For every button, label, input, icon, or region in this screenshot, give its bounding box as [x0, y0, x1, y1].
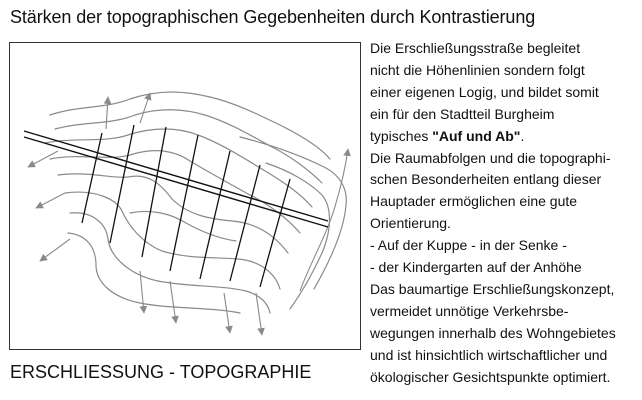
description-line: nicht die Höhenlinien sondern folgt [370, 61, 585, 78]
description-line: ein für den Stadtteil Burgheim [370, 105, 555, 122]
emphasis-prefix: typisches [370, 127, 433, 144]
arrow [106, 97, 108, 129]
arrow [140, 93, 150, 123]
arrow [170, 281, 176, 323]
description-line: Die Raumabfolgen und die topographi- [370, 149, 611, 166]
contour-line [58, 174, 288, 253]
road-edge [24, 131, 328, 221]
arrow [40, 239, 70, 261]
arrow [36, 193, 65, 208]
side-street [82, 133, 102, 223]
arrow [224, 293, 230, 333]
diagram-caption: ERSCHLIESSUNG - TOPOGRAPHIE [10, 362, 312, 382]
side-street [170, 135, 198, 271]
description-line: ökologischer Gesichtspunkte optimiert. [370, 368, 611, 385]
side-street [142, 127, 166, 257]
topography-diagram [9, 42, 361, 350]
description-line: vermeidet unnötige Verkehrsbe- [370, 302, 569, 319]
description-line: wegungen innerhalb des Wohngebietes [370, 324, 616, 341]
contour-lines [45, 92, 346, 313]
arrow [256, 293, 262, 335]
arrow [28, 151, 58, 167]
description-line: einer eigenen Logig, und bildet somit [370, 83, 599, 100]
page-title: Stärken der topographischen Gegebenheiten durch Kontrastierung [10, 7, 536, 27]
emphasis-suffix: . [520, 127, 525, 144]
contour-line [68, 233, 240, 313]
description-text [370, 38, 640, 389]
side-street [200, 151, 230, 279]
description-line: Die Erschließungsstraße begleitet [370, 40, 581, 56]
contour-line [70, 213, 270, 313]
description-line: und ist hinsichtlich wirtschaftlicher und [370, 346, 608, 363]
description-line: schen Besonderheiten entlang dieser [370, 171, 602, 188]
direction-arrows [28, 93, 348, 335]
description-line: Hauptader ermöglichen eine gute [370, 193, 578, 210]
description-line-emphasis [370, 126, 640, 148]
description-line: - der Kindergarten auf der Anhöhe [370, 259, 582, 276]
diagram-svg [10, 43, 362, 351]
side-street [260, 179, 290, 287]
contour-line [266, 163, 330, 309]
description-line: - Auf der Kuppe - in der Senke - [370, 237, 567, 254]
contour-line [50, 92, 330, 159]
description-line: Das baumartige Erschließungskonzept, [370, 280, 615, 297]
description-line: Orientierung. [370, 215, 451, 232]
arrow [140, 271, 144, 313]
contour-line [50, 151, 300, 233]
contour-line [55, 110, 322, 183]
emphasis-text: "Auf und Ab" [432, 127, 521, 144]
contour-line [45, 129, 312, 207]
